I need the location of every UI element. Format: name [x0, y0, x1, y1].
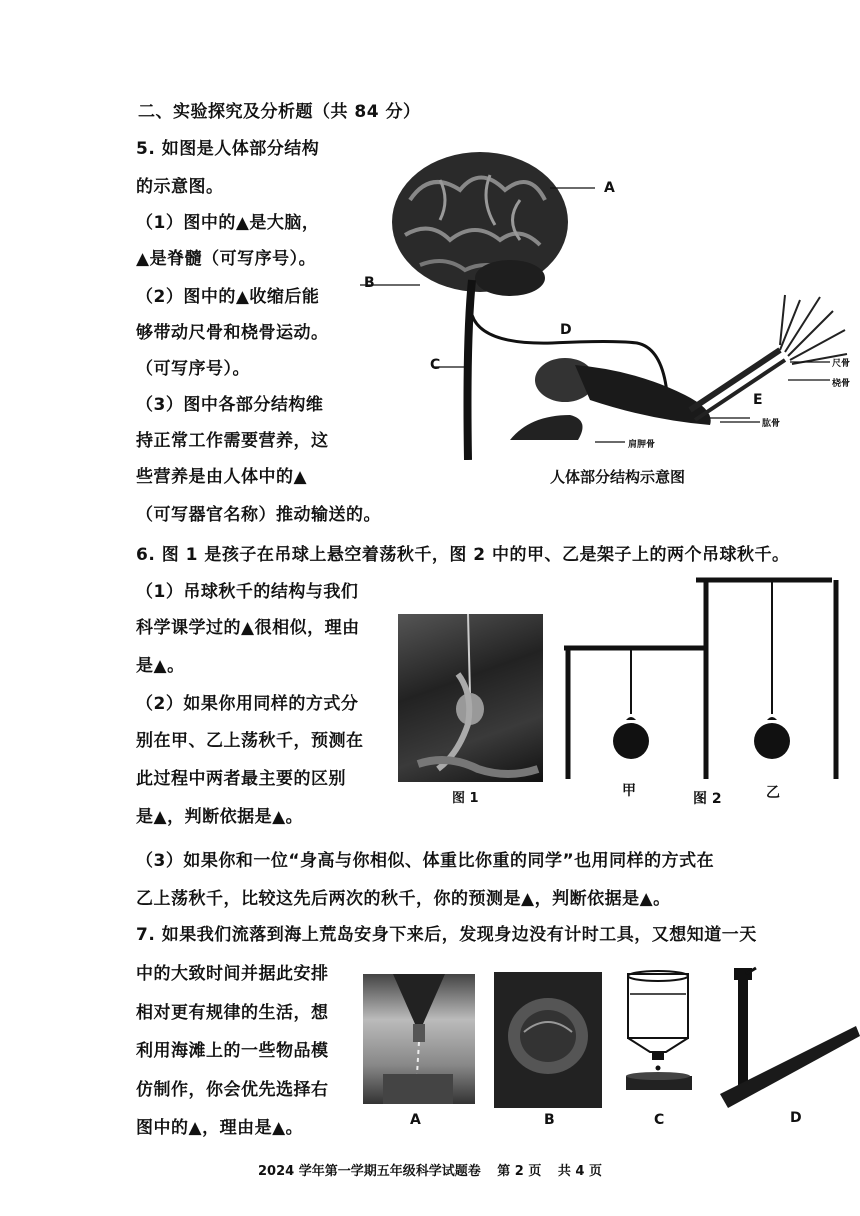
option-d-label: D — [790, 1110, 802, 1126]
upper-arm-muscle — [575, 365, 711, 425]
section-title: 二、实验探究及分析题（共 84 分） — [138, 102, 421, 122]
q5-line: （2）图中的▲收缩后能 — [136, 287, 320, 307]
footer-page: 第 2 页 — [497, 1164, 542, 1179]
label-ulna: 尺骨 — [832, 359, 851, 369]
q6-line: 是▲，判断依据是▲。 — [136, 807, 304, 827]
option-b-image — [494, 972, 602, 1108]
footer-total: 共 4 页 — [557, 1164, 602, 1179]
label-radius: 桡骨 — [832, 379, 851, 389]
q5-line: （1）图中的▲是大脑， — [136, 213, 320, 233]
label-humerus: 肱骨 — [762, 419, 781, 429]
q6-line: 别在甲、乙上荡秋千，预测在 — [136, 731, 364, 751]
label-e: E — [753, 392, 763, 408]
q7-line: 相对更有规律的生活，想 — [136, 1003, 329, 1023]
footer-title: 2024 学年第一学期五年级科学试题卷 — [258, 1164, 481, 1179]
option-b-label: B — [544, 1112, 555, 1128]
q7-stem: 7. 如果我们流落到海上荒岛安身下来后，发现身边没有计时工具，又想知道一天 — [136, 925, 757, 945]
label-a: A — [604, 180, 615, 196]
option-d-image — [706, 966, 860, 1112]
ball-yi — [754, 723, 790, 759]
page-footer — [0, 1160, 860, 1179]
q6-line-3a: （3）如果你和一位“身高与你相似、体重比你重的同学”也用同样的方式在 — [136, 851, 715, 871]
q6-line: 科学课学过的▲很相似，理由 — [136, 618, 360, 638]
fig2-label: 图 2 — [693, 791, 722, 807]
q6-line-3b: 乙上荡秋千，比较这先后两次的秋千，你的预测是▲，判断依据是▲。 — [136, 889, 671, 909]
q6-line: 此过程中两者最主要的区别 — [136, 769, 346, 789]
q7-line: 利用海滩上的一些物品模 — [136, 1041, 329, 1061]
q7-line: 中的大致时间并据此安排 — [136, 964, 329, 984]
q5-line: 够带动尺骨和桡骨运动。 — [136, 323, 329, 343]
spinal-cord — [468, 280, 473, 460]
option-a-image — [363, 974, 475, 1104]
q5-line: 持正常工作需要营养，这 — [136, 431, 329, 451]
label-c: C — [430, 357, 441, 373]
q5-line: 的示意图。 — [136, 177, 224, 197]
q5-line: 5. 如图是人体部分结构 — [136, 139, 320, 159]
swing-photo — [398, 614, 543, 782]
figure-caption: 人体部分结构示意图 — [550, 468, 686, 486]
q6-line: （2）如果你用同样的方式分 — [136, 694, 359, 714]
q5-line: （3）图中各部分结构维 — [136, 395, 324, 415]
q5-line: （可写器官名称）推动输送的。 — [136, 505, 381, 525]
q5-line: （可写序号）。 — [136, 359, 250, 379]
q6-stem: 6. 图 1 是孩子在吊球上悬空着荡秋千，图 2 中的甲、乙是架子上的两个吊球秋千。 — [136, 545, 790, 565]
ball-jia — [613, 723, 649, 759]
q5-line: ▲是脊髓（可写序号）。 — [136, 249, 317, 269]
q7-line: 仿制作，你会优先选择右 — [136, 1080, 329, 1100]
option-c-image — [620, 970, 698, 1110]
label-b: B — [364, 275, 375, 291]
q6-line: （1）吊球秋千的结构与我们 — [136, 582, 359, 602]
scapula — [510, 415, 583, 440]
q7-line: 图中的▲，理由是▲。 — [136, 1118, 304, 1138]
fig1-label: 图 1 — [452, 791, 479, 806]
label-d: D — [560, 322, 572, 338]
q5-line: 些营养是由人体中的▲ — [136, 467, 308, 487]
swing-frames-figure — [556, 574, 846, 784]
label-yi: 乙 — [766, 785, 780, 801]
option-c-label: C — [654, 1112, 665, 1128]
label-jia: 甲 — [622, 783, 636, 799]
brain-image — [392, 152, 568, 296]
option-a-label: A — [410, 1112, 421, 1128]
label-scapula: 肩胛骨 — [628, 440, 656, 450]
q6-line: 是▲。 — [136, 656, 185, 676]
